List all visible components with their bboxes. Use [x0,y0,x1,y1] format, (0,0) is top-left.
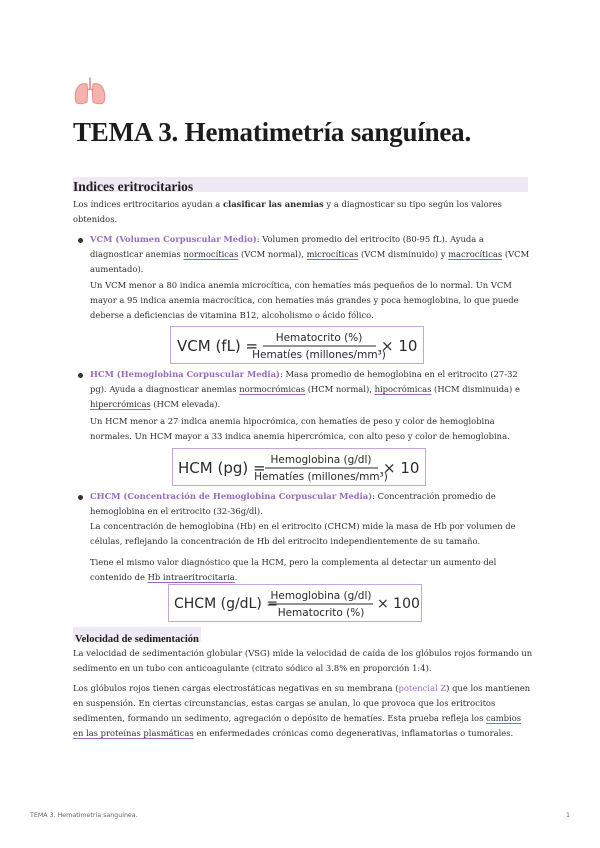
chcm-formula-denominator: Hematocrito (%) [277,607,365,619]
intro-text-end: y a diagnosticar su tipo según los valores obtenidos. [73,199,502,224]
hcm-text-4: (HCM elevada). [150,399,221,409]
chcm-text: : Concentración promedio de hemoglobina en el eritrocito (32-36g/dl). [90,491,496,516]
page-title: TEMA 3. Hematimetría sanguínea. [73,117,472,147]
hcm-explanation: Un HCM menor a 27 indica anemia hipocrómica, con hematíes de peso y color de hemoglobina normales. Un HCM mayor a 33 indica anemia hipercrómica, con alto peso y color de hemoglobina. [90,416,510,441]
vsg-potencial-z: potencial Z [398,683,447,693]
chcm-paragraph [90,489,530,519]
hcm-formula-denominator: Hematíes (millones/mm³) [254,471,388,483]
hcm-term: HCM (Hemoglobina Corpuscular Media) [90,369,280,379]
chcm-term: CHCM (Concentración de Hemoglobina Corpuscular Media) [90,491,373,501]
vcm-term: VCM (Volumen Corpuscular Medio) [90,234,257,244]
chcm-hb-intraeritrocitaria: Hb intraeritrocitaria [147,572,235,582]
chcm-note-end: . [234,572,238,582]
page-number: 1 [566,812,571,819]
vcm-formula-numerator: Hematocrito (%) [275,332,363,344]
intro-bold: clasificar las anemias [222,199,324,209]
vcm-formula-lhs: VCM (fL) = [177,337,259,355]
vsg-text-3: en enfermedades crónicas como degenerativas, inflamatorias o tumorales. [193,728,514,738]
vcm-formula-multiplier: × 10 [381,337,418,355]
vcm-macrociticas: macrocíticas [448,249,503,259]
hcm-hipocromicas: hipocrómicas [374,384,432,394]
hcm-formula-lhs: HCM (pg) = [178,459,266,477]
vcm-text: : Volumen promedio del eritrocito (80-95 fL). Ayuda a diagnosticar anemias [90,234,484,259]
chcm-note [90,555,530,585]
vcm-text-3: (VCM disminuido) y [358,249,449,259]
chcm-formula-multiplier: × 100 [377,596,420,612]
chcm-note-text: Tiene el mismo valor diagnóstico que la HCM, pero la complementa al detectar un aumento del contenido de [90,557,497,582]
hcm-paragraph [90,367,530,412]
bullet-vcm [78,238,83,243]
chcm-definition: La concentración de hemoglobina (Hb) en el eritrocito (CHCM) mide la masa de Hb por volumen de células, reflejando la concentración de Hb del eritrocito independientemente de su tamaño. [90,521,516,546]
chcm-formula-numerator: Hemoglobina (g/dl) [270,590,372,602]
vcm-normociticas: normocíticas [183,249,239,259]
vcm-formula [170,326,424,364]
vcm-explanation: Un VCM menor a 80 indica anemia microcítica, con hematíes más pequeños de lo normal. Un VCM mayor a 95 indica anemia macrocítica, con hematíes más grandes y poca hemoglobina, lo que puede deberse a deficiencias de vitamina B12, alcoholismo o ácido fólico. [90,280,519,320]
hcm-text: : Masa promedio de hemoglobina en el eritrocito (27-32 pg). Ayuda a diagnosticar anemias [90,369,518,394]
vsg-paragraph-2 [73,681,533,741]
intro-text: Los índices eritrocitarios ayudan a [73,199,223,209]
intro-paragraph [73,197,533,227]
hcm-text-3: (HCM disminuida) e [431,384,520,394]
footer-title: TEMA 3. Hematimetría sanguínea. [30,812,138,819]
section-heading-text: Indices eritrocitarios [73,179,194,194]
vsg-heading [73,627,201,645]
vcm-microciticas: microcíticas [306,249,359,259]
hcm-text-2: (HCM normal), [305,384,375,394]
vsg-text-2: ) que los mantienen en suspensión. En ciertas circunstancias, estas cargas se anulan, lo que provoca que los eritrocitos sedimenten, formando un sedimento, agregación o depósito de hematíes. Esta prueba refleja los [73,683,531,723]
vsg-text: Los glóbulos rojos tienen cargas electrostáticas negativas en su membrana ( [73,683,399,693]
chcm-formula-lhs: CHCM (g/dL) = [174,596,279,612]
vcm-text-4: (VCM aumentado). [90,249,530,274]
chcm-formula [168,584,422,622]
bullet-hcm [78,373,83,378]
hcm-formula [172,448,426,486]
vcm-text-2: (VCM normal), [238,249,307,259]
vsg-paragraph-1: La velocidad de sedimentación globular (VSG) mide la velocidad de caída de los glóbulos rojos formando un sedimento en un tubo con anticoagulante (citrato sódico al 3.8% en proporción 1:4). [73,648,533,673]
vsg-heading-text: Velocidad de sedimentación [75,634,199,645]
hcm-hipercromicas: hipercrómicas [90,399,151,409]
hcm-normocromicas: normocrómicas [239,384,306,394]
vcm-paragraph [90,232,530,277]
vcm-formula-denominator: Hematíes (millones/mm³) [252,349,386,361]
bullet-chcm [78,495,83,500]
vsg-cambios-proteinas: cambios en las proteínas plasmáticas [73,713,522,738]
section-heading [73,177,528,192]
lungs-icon [73,76,107,106]
hcm-formula-multiplier: × 10 [383,459,420,477]
hcm-formula-numerator: Hemoglobina (g/dl) [270,454,372,466]
